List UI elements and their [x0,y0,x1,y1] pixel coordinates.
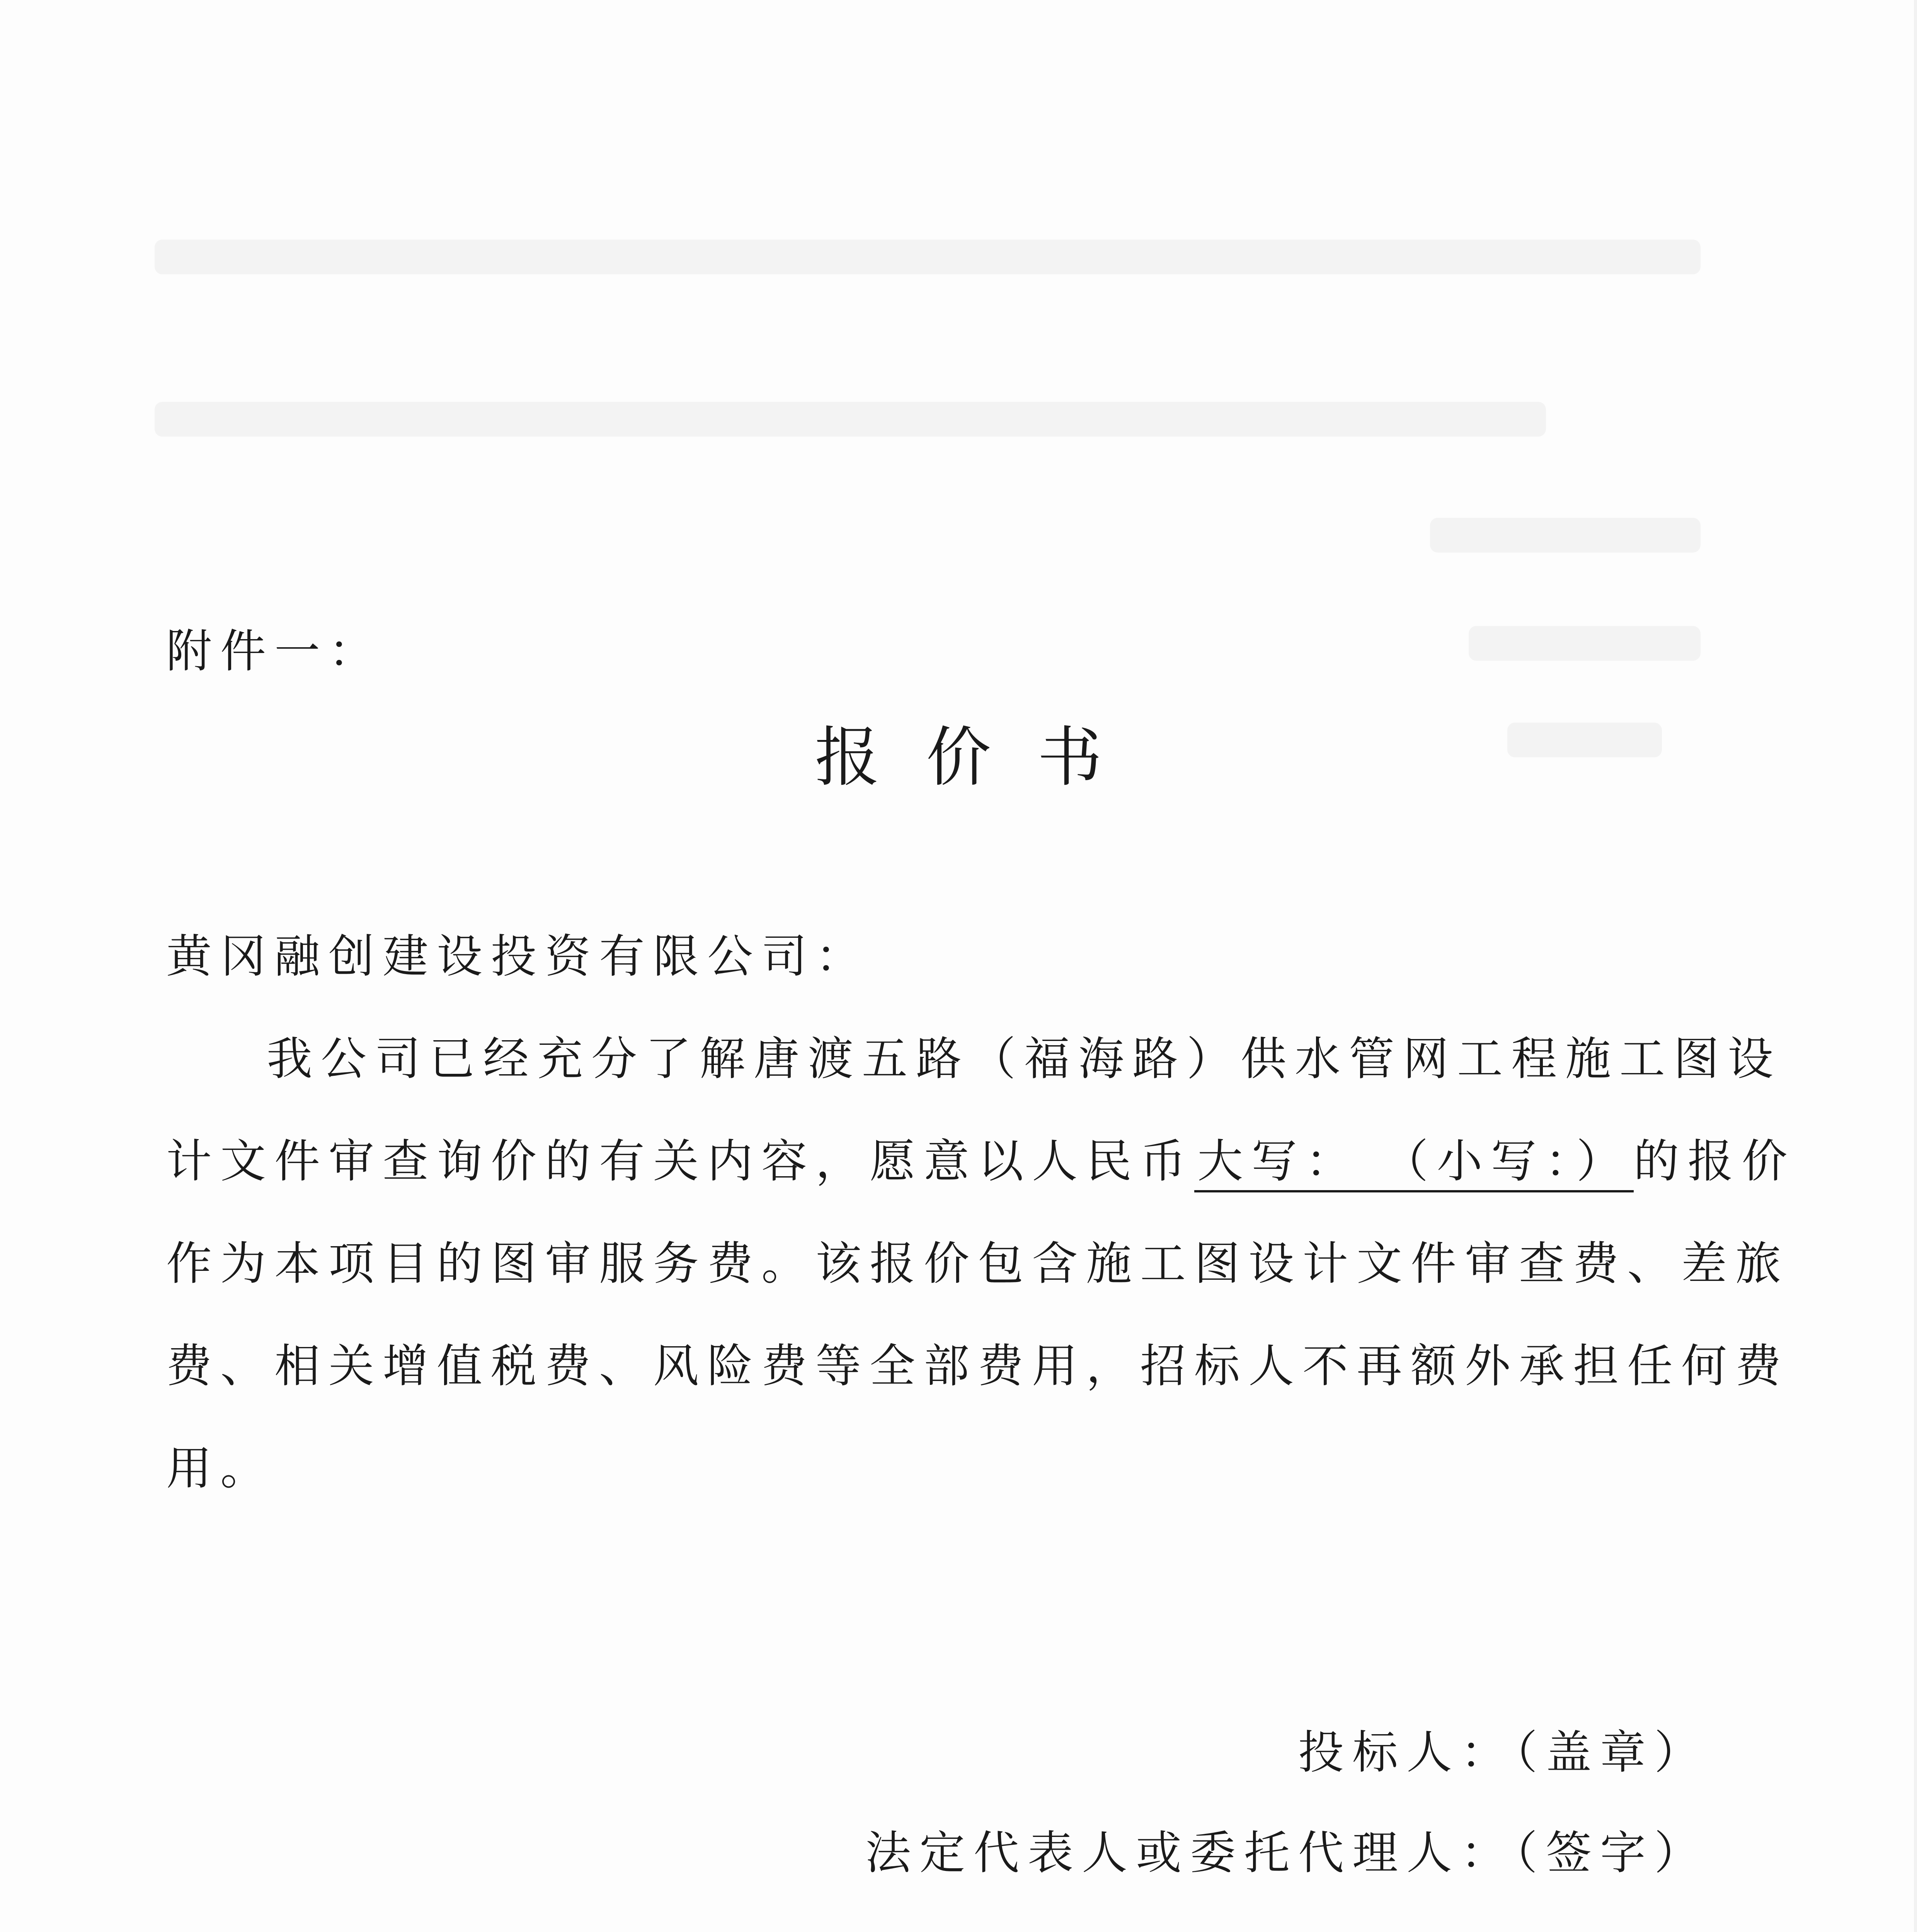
body-line-4: 费、相关增值税费、风险费等全部费用，招标人不再额外承担任何费 [166,1339,1790,1393]
legal-rep-signature-line: 法定代表人或委托代理人：（签字） [865,1826,1708,1879]
body-line-2 [166,1132,1796,1192]
bidder-seal-line: 投标人：（盖章） [1298,1726,1708,1779]
body-line-2-before: 计文件审查询价的有关内容，愿意以人民币 [166,1134,1195,1188]
body-line-3: 作为本项目的图审服务费。该报价包含施工图设计文件审查费、差旅 [166,1237,1790,1290]
show-through-bleed [155,240,1739,781]
body-line-5: 用。 [166,1442,275,1495]
document-title: 报价书 [815,719,1149,795]
quote-amount-field: 大写： （小写：） [1194,1132,1634,1192]
body-line-1: 我公司已经充分了解唐渡五路（福海路）供水管网工程施工图设 [267,1032,1782,1085]
attachment-one-label: 附件一： [166,624,383,678]
addressee: 黄冈融创建设投资有限公司： [166,930,870,983]
body-line-2-after: 的报价 [1633,1134,1796,1188]
scan-edge [1914,0,1917,1932]
